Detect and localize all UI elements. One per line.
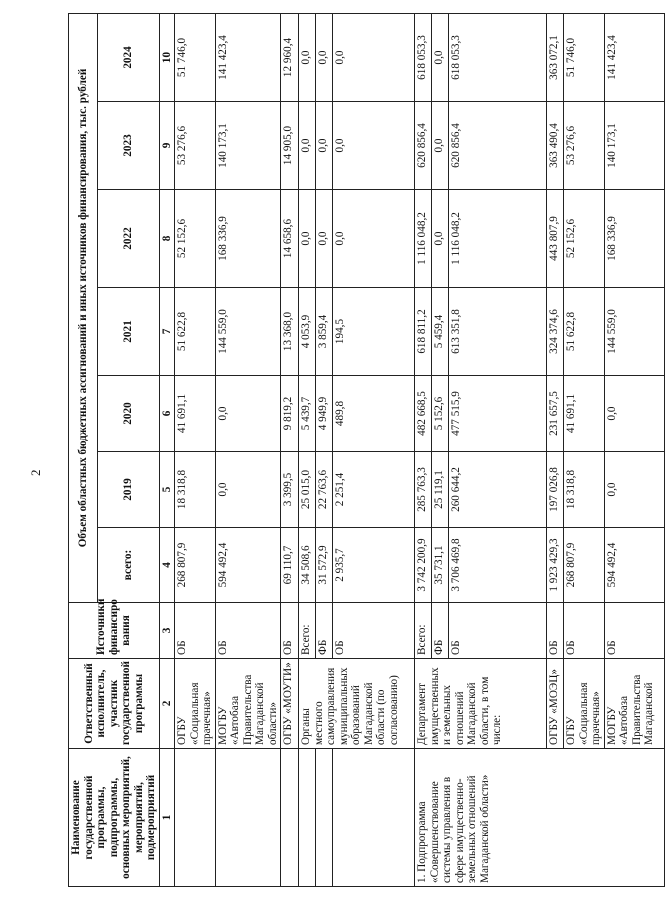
year-value-cell: 0,0 bbox=[604, 452, 664, 528]
table-row bbox=[215, 13, 281, 886]
year-value-cell: 613 351,8 bbox=[449, 288, 547, 376]
year-value-cell: 51 746,0 bbox=[175, 13, 216, 101]
year-value-cell: 141 423,4 bbox=[604, 13, 664, 101]
source-cell: ОБ bbox=[281, 603, 299, 659]
total-cell: 69 110,7 bbox=[281, 528, 299, 603]
year-value-cell: 0,0 bbox=[316, 102, 333, 190]
executor-cell: ОГБУ «Социальная прачечная» bbox=[175, 659, 216, 749]
year-value-cell: 14 905,0 bbox=[281, 102, 299, 190]
page-number: 2 bbox=[28, 469, 43, 476]
executor-cell: ОГБУ «МОЭЦ» bbox=[547, 659, 564, 749]
total-cell: 2 935,7 bbox=[333, 528, 415, 603]
total-cell: 268 807,9 bbox=[175, 528, 216, 603]
total-cell: 35 731,1 bbox=[432, 528, 449, 603]
total-cell: 3 706 469,8 bbox=[449, 528, 547, 603]
column-number: 2 bbox=[159, 659, 175, 749]
year-value-cell: 0,0 bbox=[432, 102, 449, 190]
year-value-cell: 4 053,9 bbox=[299, 288, 316, 376]
table-row bbox=[316, 13, 333, 886]
program-name-cell bbox=[281, 749, 299, 887]
year-value-cell: 12 960,4 bbox=[281, 13, 299, 101]
total-cell: 3 742 200,9 bbox=[415, 528, 432, 603]
year-value-cell: 9 819,2 bbox=[281, 376, 299, 452]
year-value-cell: 18 318,8 bbox=[175, 452, 216, 528]
year-value-cell: 197 026,8 bbox=[547, 452, 564, 528]
header-year: 2023 bbox=[98, 102, 159, 190]
source-cell: ФБ bbox=[432, 603, 449, 659]
year-value-cell: 231 657,5 bbox=[547, 376, 564, 452]
column-number: 4 bbox=[159, 528, 175, 603]
year-value-cell: 194,5 bbox=[333, 288, 415, 376]
year-value-cell: 0,0 bbox=[316, 190, 333, 288]
year-value-cell: 168 336,9 bbox=[215, 190, 281, 288]
column-number: 3 bbox=[159, 603, 175, 659]
year-value-cell: 2 251,4 bbox=[333, 452, 415, 528]
column-number: 8 bbox=[159, 190, 175, 288]
year-value-cell: 25 015,0 bbox=[299, 452, 316, 528]
header-year: 2022 bbox=[98, 190, 159, 288]
total-cell: 31 572,9 bbox=[316, 528, 333, 603]
year-value-cell: 53 276,6 bbox=[175, 102, 216, 190]
source-cell: ОБ bbox=[215, 603, 281, 659]
program-name-cell: 1. Подпрограмма «Совершенствование системы управления в сфере имущественно-земельных отношений Магаданской области» bbox=[415, 749, 665, 887]
year-value-cell: 1 116 048,2 bbox=[415, 190, 432, 288]
header-year: 2021 bbox=[98, 288, 159, 376]
year-value-cell: 482 668,5 bbox=[415, 376, 432, 452]
year-value-cell: 140 173,1 bbox=[604, 102, 664, 190]
year-value-cell: 0,0 bbox=[215, 376, 281, 452]
year-value-cell: 41 691,1 bbox=[175, 376, 216, 452]
source-cell: ОБ bbox=[547, 603, 564, 659]
executor-cell: ОГБУ «МОУТИ» bbox=[281, 659, 299, 749]
executor-cell: МОГБУ «Автобаза Правительства Магаданской bbox=[604, 659, 664, 749]
year-value-cell: 14 658,6 bbox=[281, 190, 299, 288]
year-value-cell: 0,0 bbox=[299, 102, 316, 190]
year-value-cell: 260 644,2 bbox=[449, 452, 547, 528]
year-value-cell: 0,0 bbox=[299, 190, 316, 288]
total-cell: 268 807,9 bbox=[564, 528, 605, 603]
header-source: Источники финансиро вания bbox=[69, 603, 160, 659]
year-value-cell: 144 559,0 bbox=[215, 288, 281, 376]
program-name-cell bbox=[333, 749, 415, 887]
year-value-cell: 51 622,8 bbox=[175, 288, 216, 376]
rotated-table-wrapper bbox=[68, 14, 655, 887]
program-name-cell bbox=[299, 749, 316, 887]
year-value-cell: 51 746,0 bbox=[564, 13, 605, 101]
year-value-cell: 0,0 bbox=[432, 190, 449, 288]
year-value-cell: 0,0 bbox=[604, 376, 664, 452]
year-value-cell: 13 368,0 bbox=[281, 288, 299, 376]
year-value-cell: 0,0 bbox=[299, 13, 316, 101]
year-value-cell: 53 276,6 bbox=[564, 102, 605, 190]
column-number: 5 bbox=[159, 452, 175, 528]
year-value-cell: 3 399,5 bbox=[281, 452, 299, 528]
source-cell: Всего: bbox=[299, 603, 316, 659]
source-cell: ОБ bbox=[564, 603, 605, 659]
year-value-cell: 620 856,4 bbox=[415, 102, 432, 190]
source-cell: ОБ bbox=[449, 603, 547, 659]
column-number: 9 bbox=[159, 102, 175, 190]
column-number: 6 bbox=[159, 376, 175, 452]
year-value-cell: 22 763,6 bbox=[316, 452, 333, 528]
source-cell: ОБ bbox=[604, 603, 664, 659]
column-number: 1 bbox=[159, 749, 175, 887]
table-row bbox=[175, 13, 216, 886]
year-value-cell: 3 859,4 bbox=[316, 288, 333, 376]
header-total: всего: bbox=[98, 528, 159, 603]
source-cell: ОБ bbox=[333, 603, 415, 659]
executor-cell: Органы местного самоуправления муниципальных образований Магаданской области (по согласованию) bbox=[299, 659, 415, 749]
executor-cell: Департамент имущественных и земельных отношений Магаданской области, в том числе: bbox=[415, 659, 547, 749]
year-value-cell: 477 515,9 bbox=[449, 376, 547, 452]
table-row bbox=[333, 13, 415, 886]
year-value-cell: 41 691,1 bbox=[564, 376, 605, 452]
year-value-cell: 620 856,4 bbox=[449, 102, 547, 190]
year-value-cell: 363 072,1 bbox=[547, 13, 564, 101]
year-value-cell: 285 763,3 bbox=[415, 452, 432, 528]
year-value-cell: 25 119,1 bbox=[432, 452, 449, 528]
year-value-cell: 443 807,9 bbox=[547, 190, 564, 288]
year-value-cell: 5 459,4 bbox=[432, 288, 449, 376]
year-value-cell: 51 622,8 bbox=[564, 288, 605, 376]
header-year: 2024 bbox=[98, 13, 159, 101]
header-volume: Объем областных бюджетных ассигнований и иных источников финансирования, тыс. рублей bbox=[69, 13, 98, 602]
table-row bbox=[415, 13, 432, 886]
total-cell: 34 508,6 bbox=[299, 528, 316, 603]
year-value-cell: 0,0 bbox=[432, 13, 449, 101]
year-value-cell: 141 423,4 bbox=[215, 13, 281, 101]
year-value-cell: 489,8 bbox=[333, 376, 415, 452]
total-cell: 1 923 429,3 bbox=[547, 528, 564, 603]
header-executor: Ответственный исполнитель, участник государственной программы bbox=[69, 659, 160, 749]
year-value-cell: 0,0 bbox=[215, 452, 281, 528]
total-cell: 594 492,4 bbox=[215, 528, 281, 603]
column-number: 7 bbox=[159, 288, 175, 376]
year-value-cell: 140 173,1 bbox=[215, 102, 281, 190]
header-year: 2020 bbox=[98, 376, 159, 452]
column-number: 10 bbox=[159, 13, 175, 101]
table-row bbox=[281, 13, 299, 886]
year-value-cell: 0,0 bbox=[333, 102, 415, 190]
year-value-cell: 618 053,3 bbox=[449, 13, 547, 101]
year-value-cell: 0,0 bbox=[316, 13, 333, 101]
year-value-cell: 144 559,0 bbox=[604, 288, 664, 376]
header-year: 2019 bbox=[98, 452, 159, 528]
program-name-cell bbox=[215, 749, 281, 887]
header-name: Наименование государственной программы, подпрограммы, основных мероприятий, мероприятий, подмероприятий bbox=[69, 749, 160, 887]
year-value-cell: 363 490,4 bbox=[547, 102, 564, 190]
year-value-cell: 18 318,8 bbox=[564, 452, 605, 528]
program-name-cell bbox=[316, 749, 333, 887]
year-value-cell: 52 152,6 bbox=[564, 190, 605, 288]
table-row bbox=[299, 13, 316, 886]
program-name-cell bbox=[175, 749, 216, 887]
total-cell: 594 492,4 bbox=[604, 528, 664, 603]
year-value-cell: 168 336,9 bbox=[604, 190, 664, 288]
year-value-cell: 4 949,9 bbox=[316, 376, 333, 452]
year-value-cell: 0,0 bbox=[333, 190, 415, 288]
year-value-cell: 324 374,6 bbox=[547, 288, 564, 376]
executor-cell: МОГБУ «Автобаза Правительства Магаданской области» bbox=[215, 659, 281, 749]
year-value-cell: 5 152,6 bbox=[432, 376, 449, 452]
source-cell: ФБ bbox=[316, 603, 333, 659]
source-cell: ОБ bbox=[175, 603, 216, 659]
year-value-cell: 5 439,7 bbox=[299, 376, 316, 452]
year-value-cell: 618 811,2 bbox=[415, 288, 432, 376]
year-value-cell: 1 116 048,2 bbox=[449, 190, 547, 288]
year-value-cell: 0,0 bbox=[333, 13, 415, 101]
executor-cell: ОГБУ «Социальная прачечная» bbox=[564, 659, 605, 749]
source-cell: Всего: bbox=[415, 603, 432, 659]
year-value-cell: 618 053,3 bbox=[415, 13, 432, 101]
financing-table bbox=[68, 13, 665, 887]
year-value-cell: 52 152,6 bbox=[175, 190, 216, 288]
